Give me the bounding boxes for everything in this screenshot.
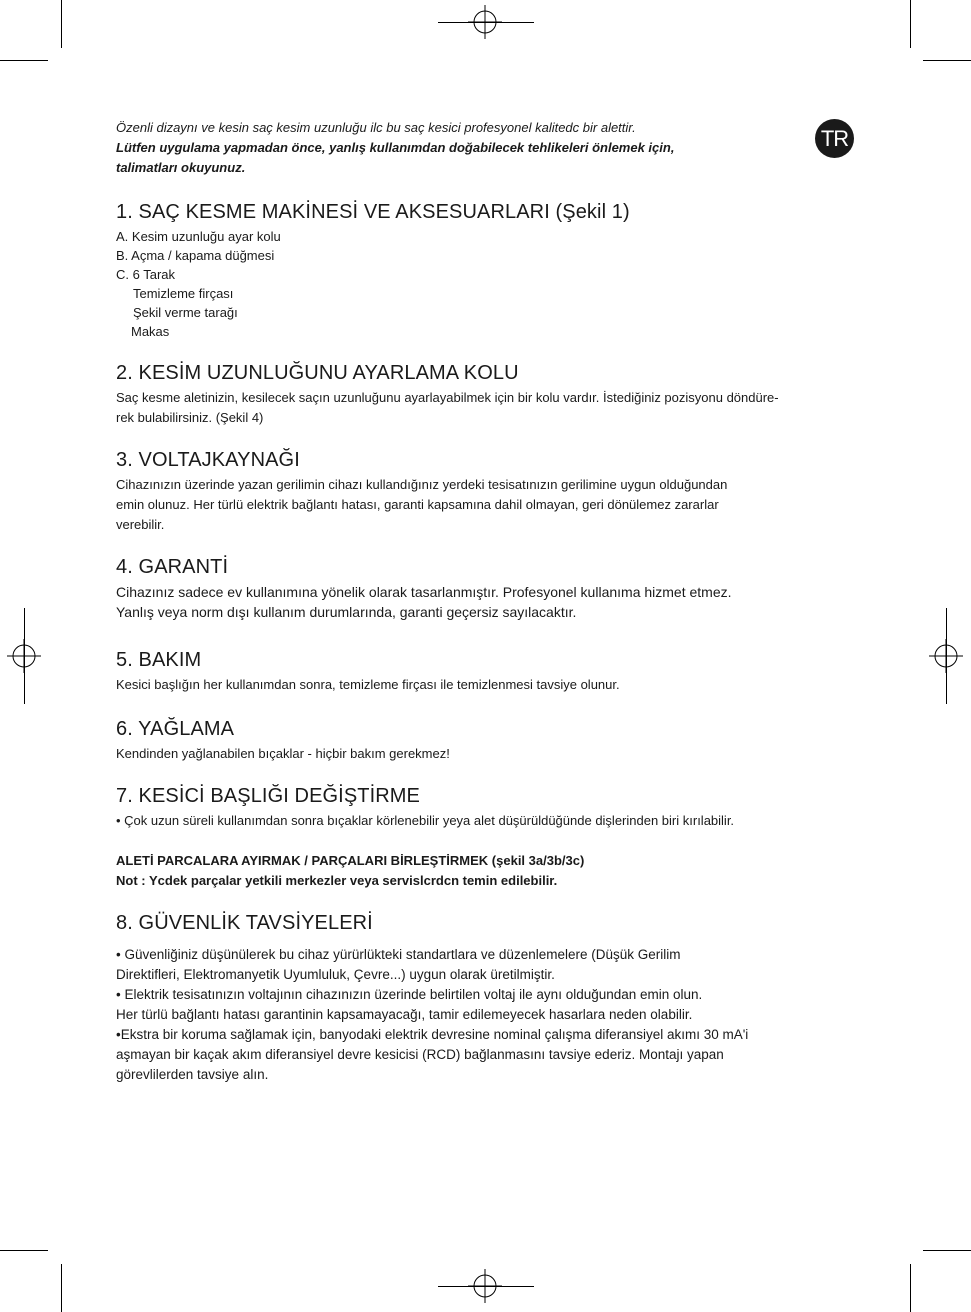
intro-line-1: Özenli dizaynı ve kesin saç kesim uzunluğu ilc bu saç kesici profesyonel kalitedc bir alettir. xyxy=(116,120,636,135)
safety-line-1: • Güvenliğiniz düşünülerek bu cihaz yürürlükteki standartlara ve düzenlemelere (Düşük Gerilim xyxy=(116,947,681,962)
manual-content xyxy=(116,118,856,1105)
section-4-line-2: Yanlış veya norm dışı kullanım durumlarında, garanti geçersiz sayılacaktır. xyxy=(116,604,577,620)
section-6-line-1: Kendinden yağlanabilen bıçaklar - hiçbir bakım gerekmez! xyxy=(116,746,450,761)
safety-line-2: Direktifleri, Elektromanyetik Uyumluluk, Çevre...) uygun olarak üretilmiştir. xyxy=(116,967,555,982)
section-accessories xyxy=(116,200,856,341)
crop-mark-bottom-right-h xyxy=(923,1250,971,1251)
section-8-title: 8. GÜVENLİK TAVSİYELERİ xyxy=(116,912,373,934)
section-2-line-2: rek bulabilirsiniz. (Şekil 4) xyxy=(116,410,264,425)
registration-line-left xyxy=(24,608,25,704)
section-voltage xyxy=(116,448,856,535)
list-item: Temizleme firçası xyxy=(133,286,234,301)
section-7-line-1: • Çok uzun süreli kullanımdan sonra bıçaklar körlenebilir yeya alet düşürüldüğünde dişlerinden biri kırılabilir. xyxy=(116,813,735,828)
crop-mark-top-left-h xyxy=(0,60,48,61)
safety-line-4: Her türlü bağlantı hatası garantinin kapsamayacağı, tamir edilemeyecek hasarlara neden olabilir. xyxy=(116,1007,693,1022)
safety-line-3: • Elektrik tesisatınızın voltajının cihazınızın üzerinde belirtilen voltaj ile aynı olduğundan emin olun. xyxy=(116,987,703,1002)
crop-mark-bottom-left-v xyxy=(61,1264,62,1312)
section-6-title: 6. YAĞLAMA xyxy=(116,718,235,740)
section-4-line-1: Cihazınız sadece ev kullanımına yönelik olarak tasarlanmıştır. Profesyonel kullanıma hizmet etmez. xyxy=(116,584,732,600)
disassembly-heading: ALETİ PARCALARA AYIRMAK / PARÇALARI BİRLEŞTİRMEK (şekil 3a/3b/3c) xyxy=(116,853,585,868)
registration-line-right xyxy=(946,608,947,704)
section-3-line-1: Cihazınızın üzerinde yazan gerilimin cihazı kullandığınız yerdeki tesisatınızın gerilimine uygun olduğundan xyxy=(116,477,728,492)
crop-mark-top-left-v xyxy=(61,0,62,48)
section-5-title: 5. BAKIM xyxy=(116,649,202,671)
section-warranty xyxy=(116,555,856,622)
list-item: A. Kesim uzunluğu ayar kolu xyxy=(116,229,281,244)
section-maintenance xyxy=(116,648,856,695)
list-item: B. Açma / kapama düğmesi xyxy=(116,248,275,263)
intro-line-2: Lütfen uygulama yapmadan önce, yanlış kullanımdan doğabilecek tehlikeleri önlemek için, xyxy=(116,140,675,155)
section-7-title: 7. KESİCİ BAŞLIĞI DEĞİŞTİRME xyxy=(116,785,420,807)
crop-mark-bottom-right-v xyxy=(910,1264,911,1312)
section-2-line-1: Saç kesme aletinizin, kesilecek saçın uzunluğunu ayarlayabilmek için bir kolu vardır. İstediğiniz pozisyonu döndüre- xyxy=(116,390,779,405)
section-3-line-3: verebilir. xyxy=(116,517,165,532)
section-2-title: 2. KESİM UZUNLUĞUNU AYARLAMA KOLU xyxy=(116,362,519,384)
section-5-line-1: Kesici başlığın her kullanımdan sonra, temizleme firçası ile temizlenmesi tavsiye olunur. xyxy=(116,677,620,692)
accessory-list xyxy=(116,227,856,341)
section-3-line-2: emin olunuz. Her türlü elektrik bağlantı hatası, garanti kapsamına dahil olmayan, geri dönülemez zararlar xyxy=(116,497,719,512)
spare-parts-note: Not : Ycdek parçalar yetkili merkezler veya servislcrdcn temin edilebilir. xyxy=(116,873,558,888)
section-blade-change xyxy=(116,784,856,891)
section-4-title: 4. GARANTİ xyxy=(116,556,229,578)
section-safety xyxy=(116,911,856,1085)
intro-line-3: talimatları okuyunuz. xyxy=(116,160,246,175)
section-1-title: 1. SAÇ KESME MAKİNESİ VE AKSESUARLARI (Şekil 1) xyxy=(116,201,630,223)
registration-line-bottom xyxy=(438,1286,534,1287)
list-item: Makas xyxy=(131,324,170,339)
registration-line-top xyxy=(438,22,534,23)
safety-line-7: görevlilerden tavsiye alın. xyxy=(116,1067,269,1082)
language-badge: TR xyxy=(815,119,854,158)
crop-mark-top-right-v xyxy=(910,0,911,48)
intro-text xyxy=(116,118,856,178)
section-length-adjust xyxy=(116,361,856,428)
section-3-title: 3. VOLTAJKAYNAĞI xyxy=(116,449,300,471)
crop-mark-bottom-left-h xyxy=(0,1250,48,1251)
crop-mark-top-right-h xyxy=(923,60,971,61)
list-item: C. 6 Tarak xyxy=(116,267,176,282)
list-item: Şekil verme tarağı xyxy=(133,305,238,320)
safety-line-5: •Ekstra bir koruma sağlamak için, banyodaki elektrik devresine nominal çalışma diferansiyel akımı 30 mA'i xyxy=(116,1027,749,1042)
section-lubrication xyxy=(116,717,856,764)
safety-line-6: aşmayan bir kaçak akım diferansiyel devre kesicisi (RCD) bağlanmasını tavsiye ederiz. Montajı yapan xyxy=(116,1047,724,1062)
